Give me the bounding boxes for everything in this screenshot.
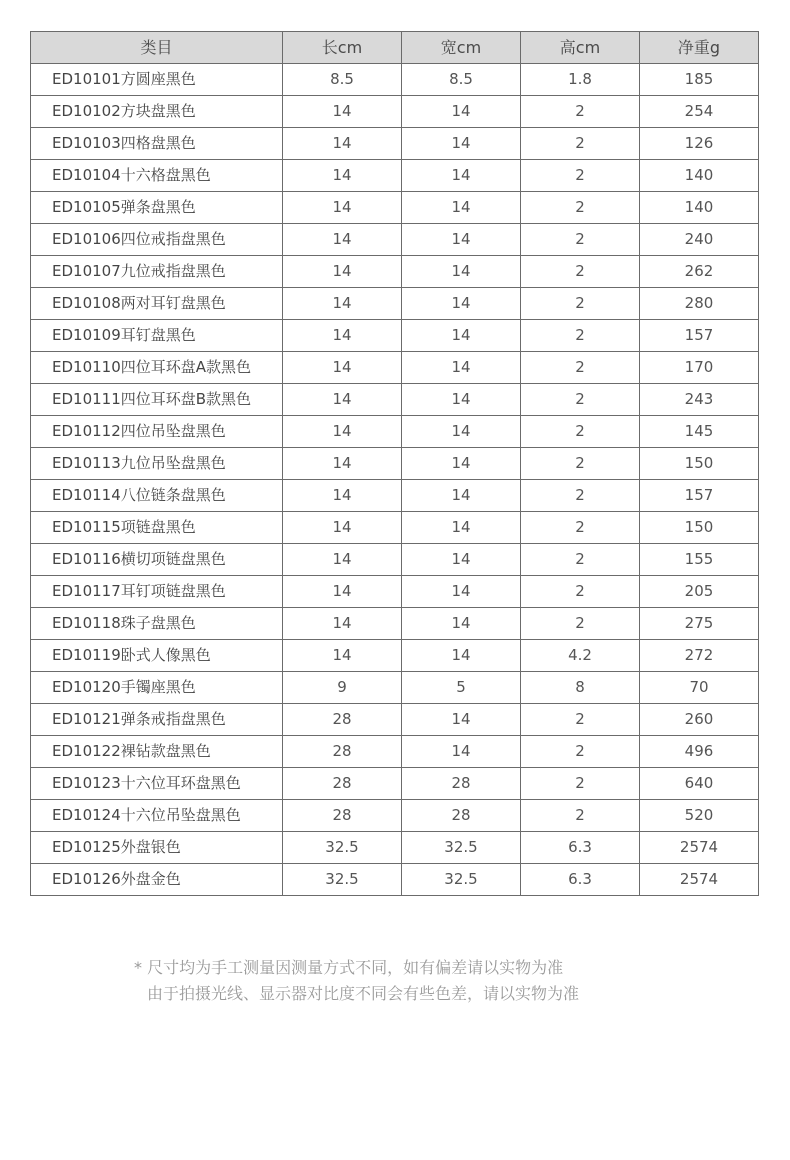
weight-cell: 260 (640, 704, 759, 736)
header-height: 高cm (521, 32, 640, 64)
item-name-cell: ED10114八位链条盘黑色 (31, 480, 283, 512)
table-row (31, 576, 759, 608)
spec-table (30, 31, 759, 896)
length-cell: 32.5 (283, 832, 402, 864)
weight-cell: 157 (640, 320, 759, 352)
item-name-cell: ED10110四位耳环盘A款黑色 (31, 352, 283, 384)
header-width: 宽cm (402, 32, 521, 64)
table-row (31, 352, 759, 384)
table-row (31, 800, 759, 832)
table-row (31, 480, 759, 512)
table-row (31, 128, 759, 160)
table-row (31, 192, 759, 224)
length-cell: 9 (283, 672, 402, 704)
item-name-cell: ED10111四位耳环盘B款黑色 (31, 384, 283, 416)
length-cell: 14 (283, 416, 402, 448)
table-row (31, 768, 759, 800)
weight-cell: 275 (640, 608, 759, 640)
weight-cell: 272 (640, 640, 759, 672)
width-cell: 28 (402, 768, 521, 800)
width-cell: 14 (402, 576, 521, 608)
item-name-cell: ED10104十六格盘黑色 (31, 160, 283, 192)
height-cell: 6.3 (521, 832, 640, 864)
length-cell: 14 (283, 480, 402, 512)
width-cell: 14 (402, 512, 521, 544)
height-cell: 2 (521, 416, 640, 448)
width-cell: 14 (402, 704, 521, 736)
height-cell: 8 (521, 672, 640, 704)
item-name-cell: ED10108两对耳钉盘黑色 (31, 288, 283, 320)
item-name-cell: ED10116横切项链盘黑色 (31, 544, 283, 576)
length-cell: 32.5 (283, 864, 402, 896)
length-cell: 14 (283, 256, 402, 288)
width-cell: 14 (402, 128, 521, 160)
height-cell: 2 (521, 736, 640, 768)
item-name-cell: ED10115项链盘黑色 (31, 512, 283, 544)
item-name-cell: ED10112四位吊坠盘黑色 (31, 416, 283, 448)
item-name-cell: ED10117耳钉项链盘黑色 (31, 576, 283, 608)
item-name-cell: ED10106四位戒指盘黑色 (31, 224, 283, 256)
weight-cell: 496 (640, 736, 759, 768)
item-name-cell: ED10123十六位耳环盘黑色 (31, 768, 283, 800)
length-cell: 14 (283, 576, 402, 608)
header-net-weight: 净重g (640, 32, 759, 64)
weight-cell: 640 (640, 768, 759, 800)
item-name-cell: ED10101方圆座黑色 (31, 64, 283, 96)
weight-cell: 150 (640, 448, 759, 480)
length-cell: 8.5 (283, 64, 402, 96)
table-row (31, 864, 759, 896)
item-name-cell: ED10105弹条盘黑色 (31, 192, 283, 224)
height-cell: 2 (521, 608, 640, 640)
weight-cell: 243 (640, 384, 759, 416)
length-cell: 14 (283, 192, 402, 224)
item-name-cell: ED10103四格盘黑色 (31, 128, 283, 160)
width-cell: 14 (402, 160, 521, 192)
length-cell: 28 (283, 768, 402, 800)
table-header-row (31, 32, 759, 64)
weight-cell: 240 (640, 224, 759, 256)
table-row (31, 288, 759, 320)
table-row (31, 640, 759, 672)
length-cell: 28 (283, 704, 402, 736)
table-row (31, 704, 759, 736)
height-cell: 1.8 (521, 64, 640, 96)
table-row (31, 448, 759, 480)
width-cell: 14 (402, 192, 521, 224)
table-row (31, 416, 759, 448)
width-cell: 14 (402, 608, 521, 640)
table-row (31, 256, 759, 288)
height-cell: 2 (521, 576, 640, 608)
weight-cell: 145 (640, 416, 759, 448)
length-cell: 14 (283, 384, 402, 416)
height-cell: 2 (521, 480, 640, 512)
height-cell: 2 (521, 768, 640, 800)
height-cell: 2 (521, 256, 640, 288)
length-cell: 14 (283, 128, 402, 160)
length-cell: 14 (283, 352, 402, 384)
header-category: 类目 (31, 32, 283, 64)
item-name-cell: ED10102方块盘黑色 (31, 96, 283, 128)
weight-cell: 185 (640, 64, 759, 96)
height-cell: 2 (521, 800, 640, 832)
item-name-cell: ED10107九位戒指盘黑色 (31, 256, 283, 288)
length-cell: 14 (283, 608, 402, 640)
item-name-cell: ED10124十六位吊坠盘黑色 (31, 800, 283, 832)
height-cell: 2 (521, 320, 640, 352)
length-cell: 14 (283, 288, 402, 320)
weight-cell: 140 (640, 160, 759, 192)
width-cell: 32.5 (402, 864, 521, 896)
header-length: 长cm (283, 32, 402, 64)
height-cell: 2 (521, 160, 640, 192)
item-name-cell: ED10125外盘银色 (31, 832, 283, 864)
length-cell: 28 (283, 800, 402, 832)
width-cell: 14 (402, 640, 521, 672)
height-cell: 2 (521, 224, 640, 256)
width-cell: 14 (402, 320, 521, 352)
weight-cell: 140 (640, 192, 759, 224)
width-cell: 28 (402, 800, 521, 832)
height-cell: 6.3 (521, 864, 640, 896)
width-cell: 14 (402, 416, 521, 448)
width-cell: 14 (402, 384, 521, 416)
height-cell: 2 (521, 384, 640, 416)
width-cell: 14 (402, 256, 521, 288)
weight-cell: 280 (640, 288, 759, 320)
length-cell: 14 (283, 96, 402, 128)
width-cell: 14 (402, 288, 521, 320)
width-cell: 14 (402, 224, 521, 256)
table-row (31, 544, 759, 576)
weight-cell: 155 (640, 544, 759, 576)
item-name-cell: ED10113九位吊坠盘黑色 (31, 448, 283, 480)
weight-cell: 2574 (640, 832, 759, 864)
width-cell: 14 (402, 352, 521, 384)
item-name-cell: ED10122裸钻款盘黑色 (31, 736, 283, 768)
table-row (31, 160, 759, 192)
weight-cell: 520 (640, 800, 759, 832)
table-row (31, 224, 759, 256)
height-cell: 2 (521, 288, 640, 320)
table-body (31, 64, 759, 896)
width-cell: 14 (402, 448, 521, 480)
length-cell: 28 (283, 736, 402, 768)
table-row (31, 736, 759, 768)
height-cell: 2 (521, 128, 640, 160)
table-row (31, 832, 759, 864)
table-row (31, 384, 759, 416)
table-row (31, 512, 759, 544)
item-name-cell: ED10126外盘金色 (31, 864, 283, 896)
height-cell: 2 (521, 96, 640, 128)
width-cell: 14 (402, 96, 521, 128)
height-cell: 2 (521, 512, 640, 544)
height-cell: 2 (521, 544, 640, 576)
weight-cell: 205 (640, 576, 759, 608)
length-cell: 14 (283, 224, 402, 256)
weight-cell: 157 (640, 480, 759, 512)
height-cell: 2 (521, 192, 640, 224)
weight-cell: 150 (640, 512, 759, 544)
width-cell: 32.5 (402, 832, 521, 864)
table-row (31, 320, 759, 352)
weight-cell: 70 (640, 672, 759, 704)
height-cell: 2 (521, 704, 640, 736)
height-cell: 2 (521, 352, 640, 384)
item-name-cell: ED10109耳钉盘黑色 (31, 320, 283, 352)
width-cell: 14 (402, 736, 521, 768)
table-row (31, 608, 759, 640)
weight-cell: 2574 (640, 864, 759, 896)
item-name-cell: ED10121弹条戒指盘黑色 (31, 704, 283, 736)
width-cell: 14 (402, 480, 521, 512)
length-cell: 14 (283, 640, 402, 672)
length-cell: 14 (283, 448, 402, 480)
length-cell: 14 (283, 320, 402, 352)
weight-cell: 262 (640, 256, 759, 288)
table-row (31, 64, 759, 96)
width-cell: 8.5 (402, 64, 521, 96)
height-cell: 4.2 (521, 640, 640, 672)
item-name-cell: ED10119卧式人像黑色 (31, 640, 283, 672)
length-cell: 14 (283, 160, 402, 192)
length-cell: 14 (283, 512, 402, 544)
color-note: 由于拍摄光线、显示器对比度不同会有些色差，请以实物为准 (147, 984, 580, 1003)
weight-cell: 170 (640, 352, 759, 384)
weight-cell: 254 (640, 96, 759, 128)
measurement-note: * 尺寸均为手工测量因测量方式不同，如有偏差请以实物为准 (134, 958, 564, 977)
width-cell: 14 (402, 544, 521, 576)
length-cell: 14 (283, 544, 402, 576)
table-row (31, 96, 759, 128)
height-cell: 2 (521, 448, 640, 480)
item-name-cell: ED10120手镯座黑色 (31, 672, 283, 704)
table-row (31, 672, 759, 704)
item-name-cell: ED10118珠子盘黑色 (31, 608, 283, 640)
width-cell: 5 (402, 672, 521, 704)
weight-cell: 126 (640, 128, 759, 160)
